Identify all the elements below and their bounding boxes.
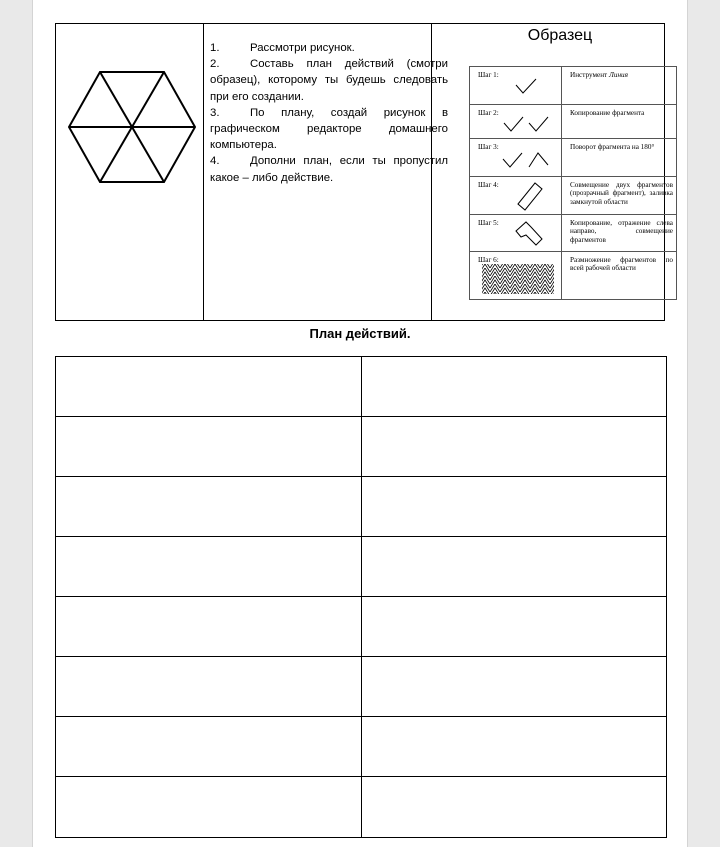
plan-row — [56, 417, 666, 477]
plan-title: План действий. — [309, 326, 411, 341]
step-row — [470, 67, 676, 105]
step-label: Шаг 1: — [478, 71, 499, 79]
step-label: Шаг 5: — [478, 219, 499, 227]
step-desc: Совмещение двух фрагментов (прозрачный фрагмент), заливка замкнутой области — [570, 181, 673, 206]
instruction-item — [210, 56, 448, 105]
plan-row — [56, 657, 666, 717]
plan-cell[interactable] — [56, 597, 362, 656]
instruction-item — [210, 105, 448, 154]
plan-cell[interactable] — [56, 717, 362, 776]
step-desc: Копирование, отражение слева направо, совмещение фрагментов — [570, 219, 673, 244]
sample-title: Образец — [527, 27, 593, 44]
step-label: Шаг 3: — [478, 143, 499, 151]
double-check-line-icon — [470, 105, 561, 139]
instruction-number: 2. — [210, 58, 220, 71]
plan-table — [55, 356, 667, 838]
plan-row — [56, 537, 666, 597]
step-desc: Инструмент Линия — [570, 71, 628, 79]
step-desc: Поворот фрагмента на 180° — [570, 143, 655, 151]
instruction-text: Рассмотри рисунок. — [250, 42, 355, 54]
plan-cell[interactable] — [56, 477, 362, 536]
instruction-number: 4. — [210, 155, 220, 168]
sample-steps-table — [469, 66, 677, 300]
plan-row — [56, 777, 666, 837]
plan-cell[interactable] — [362, 717, 666, 776]
plan-cell[interactable] — [362, 657, 666, 716]
plan-cell[interactable] — [56, 357, 362, 416]
step-desc: Размножение фрагментов по всей рабочей области — [570, 256, 673, 273]
plan-cell[interactable] — [56, 537, 362, 596]
plan-row — [56, 357, 666, 417]
hexagon-figure-cell — [56, 24, 204, 320]
plan-cell[interactable] — [56, 417, 362, 476]
step-row — [470, 105, 676, 139]
instruction-number: 3. — [210, 106, 220, 119]
plan-cell[interactable] — [362, 597, 666, 656]
instruction-text: Дополни план, если ты пропустил какое – либо действие. — [210, 155, 448, 184]
task-table — [55, 23, 673, 321]
hexagon-figure-icon — [68, 70, 196, 184]
parallelogram-icon — [470, 177, 561, 215]
plan-cell[interactable] — [56, 777, 362, 837]
step-row — [470, 177, 676, 215]
step-label: Шаг 4: — [478, 181, 499, 189]
plan-row — [56, 717, 666, 777]
plan-cell[interactable] — [362, 357, 666, 416]
instruction-item — [210, 153, 448, 185]
instructions-list — [210, 40, 448, 186]
plan-cell[interactable] — [362, 477, 666, 536]
steps-column-divider — [561, 67, 562, 299]
step-label: Шаг 6: — [478, 256, 499, 264]
plan-cell[interactable] — [362, 537, 666, 596]
plan-cell[interactable] — [362, 777, 666, 837]
plan-cell[interactable] — [362, 417, 666, 476]
step-desc: Копирование фрагмента — [570, 109, 645, 117]
rotated-fragment-icon — [470, 139, 561, 177]
plan-cell[interactable] — [56, 657, 362, 716]
herringbone-pattern-icon — [470, 252, 561, 300]
instruction-item — [210, 40, 448, 56]
document-page — [32, 0, 688, 847]
single-check-line-icon — [470, 67, 561, 105]
instruction-number: 1. — [210, 42, 220, 54]
step-label: Шаг 2: — [478, 109, 499, 117]
step-row — [470, 215, 676, 252]
plan-row — [56, 597, 666, 657]
plan-row — [56, 477, 666, 537]
step-row — [470, 252, 676, 300]
step-row — [470, 139, 676, 177]
l-shape-icon — [470, 215, 561, 252]
instruction-text: Составь план действий (смотри образец), которому ты будешь следовать при его создании. — [210, 58, 448, 103]
instruction-text: По плану, создай рисунок в графическом редакторе домашнего компьютера. — [210, 106, 448, 152]
